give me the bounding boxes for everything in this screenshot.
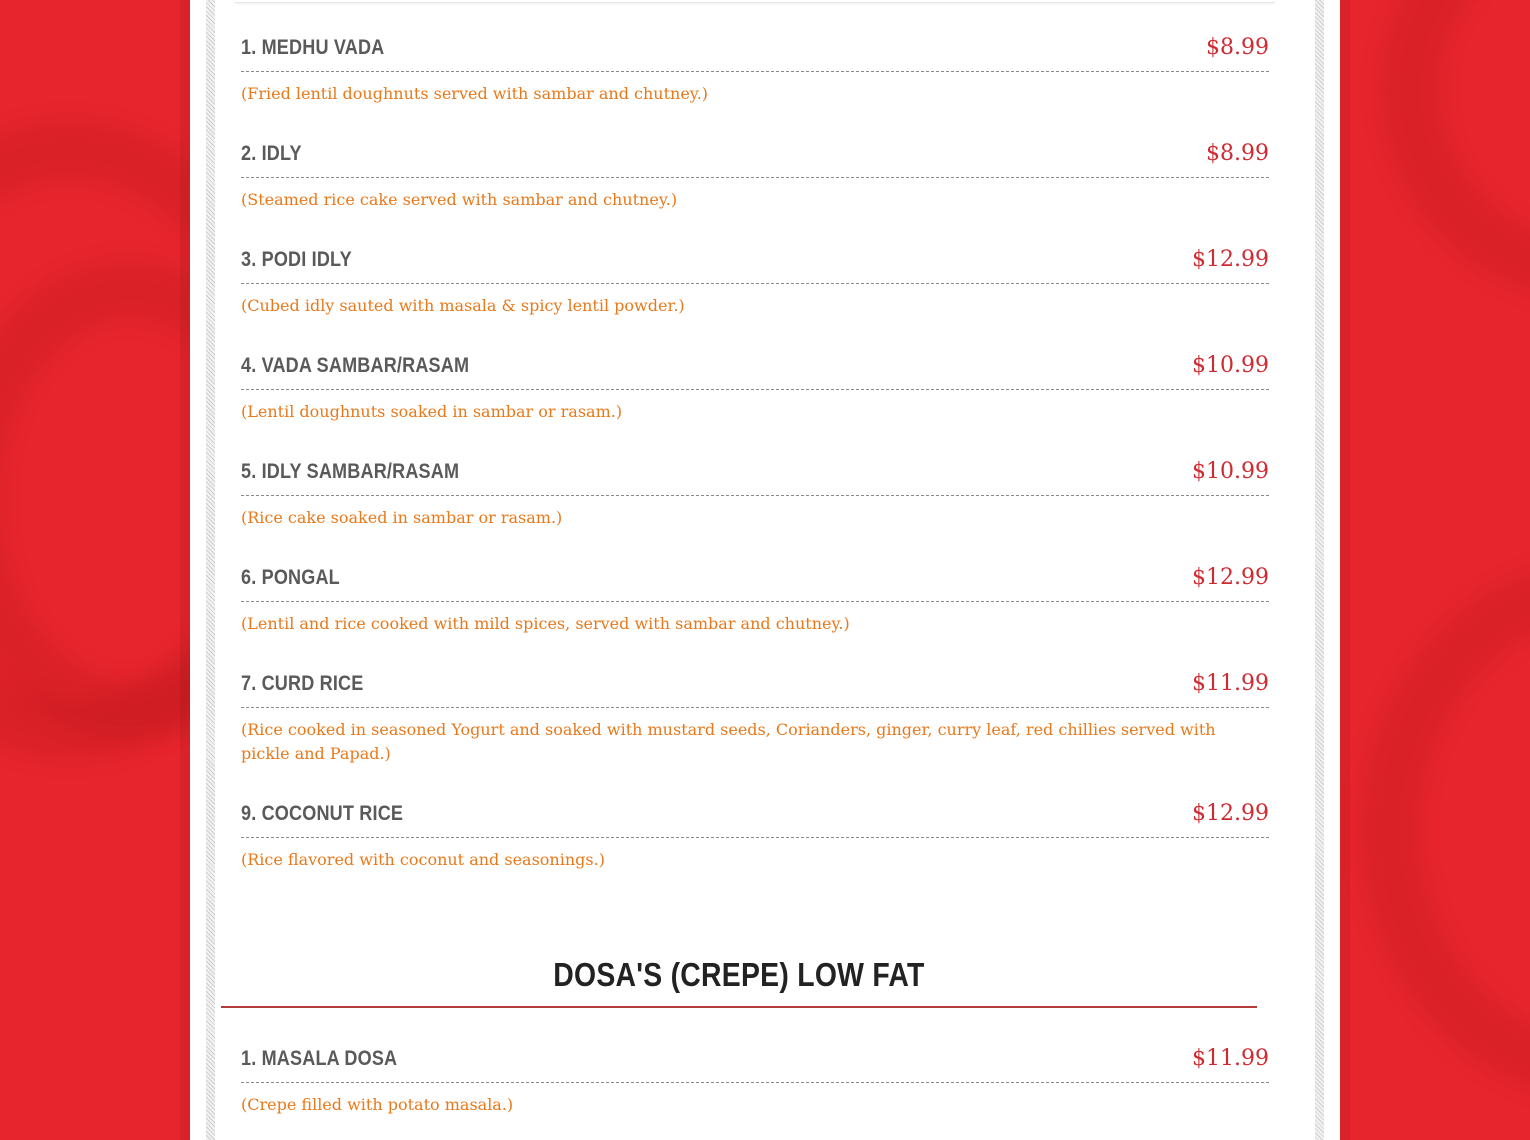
- menu-item: [241, 126, 1269, 232]
- menu-item-description: (Cubed idly sauted with masala & spicy lentil powder.): [241, 296, 685, 315]
- menu-item-price: $10.99: [1192, 353, 1269, 378]
- menu-item: [241, 338, 1269, 444]
- menu-item-list: [241, 1031, 1269, 1137]
- menu-item-description: (Fried lentil doughnuts served with sambar and chutney.): [241, 84, 709, 103]
- section-title: DOSA'S (CREPE) LOW FAT: [553, 956, 925, 993]
- menu-item-header: [241, 1031, 1269, 1083]
- menu-item-header: [241, 20, 1269, 72]
- menu-item-price: $8.99: [1206, 141, 1269, 166]
- background-swirl: [1380, 0, 1530, 300]
- menu-item-price: $10.99: [1192, 459, 1269, 484]
- menu-item-name: 6. PONGAL: [241, 566, 340, 589]
- menu-item: [241, 656, 1269, 786]
- menu-item: [241, 550, 1269, 656]
- menu-page: [190, 0, 1340, 1140]
- menu-item-name: 5. IDLY SAMBAR/RASAM: [241, 460, 460, 483]
- menu-item-name: 3. PODI IDLY: [241, 248, 352, 271]
- menu-item-description: (Steamed rice cake served with sambar and chutney.): [241, 190, 678, 209]
- menu-item-price: $12.99: [1192, 801, 1269, 826]
- menu-item-name: 7. CURD RICE: [241, 672, 364, 695]
- menu-item: [241, 444, 1269, 550]
- menu-item-header: [241, 656, 1269, 708]
- menu-item-name: 4. VADA SAMBAR/RASAM: [241, 354, 470, 377]
- menu-item-description: (Lentil and rice cooked with mild spices, served with sambar and chutney.): [241, 614, 850, 633]
- menu-item: [241, 232, 1269, 338]
- page-frame: [206, 0, 1324, 1140]
- menu-item-header: [241, 338, 1269, 390]
- menu-item-header: [241, 444, 1269, 496]
- menu-item-description: (Rice cooked in seasoned Yogurt and soaked with mustard seeds, Corianders, ginger, curry leaf, red chillies served with pickle and Papad.): [241, 720, 1216, 763]
- menu-item: [241, 786, 1269, 892]
- top-edge-divider: [235, 0, 1275, 3]
- menu-item: [241, 1031, 1269, 1137]
- menu-item-header: [241, 786, 1269, 838]
- menu-item-name: 1. MEDHU VADA: [241, 36, 385, 59]
- menu-item-price: $12.99: [1192, 247, 1269, 272]
- background-swirl: [1360, 560, 1530, 1100]
- menu-item-header: [241, 550, 1269, 602]
- menu-item-header: [241, 232, 1269, 284]
- menu-item-price: $12.99: [1192, 565, 1269, 590]
- menu-item-price: $11.99: [1192, 1046, 1269, 1071]
- menu-item-name: 1. MASALA DOSA: [241, 1047, 398, 1070]
- menu-item-name: 9. COCONUT RICE: [241, 802, 404, 825]
- menu-item-header: [241, 126, 1269, 178]
- menu-item-list: [241, 20, 1269, 892]
- menu-item-description: (Rice flavored with coconut and seasonings.): [241, 850, 605, 869]
- page-inner: [215, 0, 1315, 1140]
- menu-item-price: $11.99: [1192, 671, 1269, 696]
- menu-item-price: $8.99: [1206, 35, 1269, 60]
- menu-item-description: (Rice cake soaked in sambar or rasam.): [241, 508, 563, 527]
- menu-item-description: (Crepe filled with potato masala.): [241, 1095, 514, 1114]
- section-header: [221, 942, 1257, 1008]
- menu-item: [241, 20, 1269, 126]
- menu-item-name: 2. IDLY: [241, 142, 302, 165]
- menu-item-description: (Lentil doughnuts soaked in sambar or rasam.): [241, 402, 623, 421]
